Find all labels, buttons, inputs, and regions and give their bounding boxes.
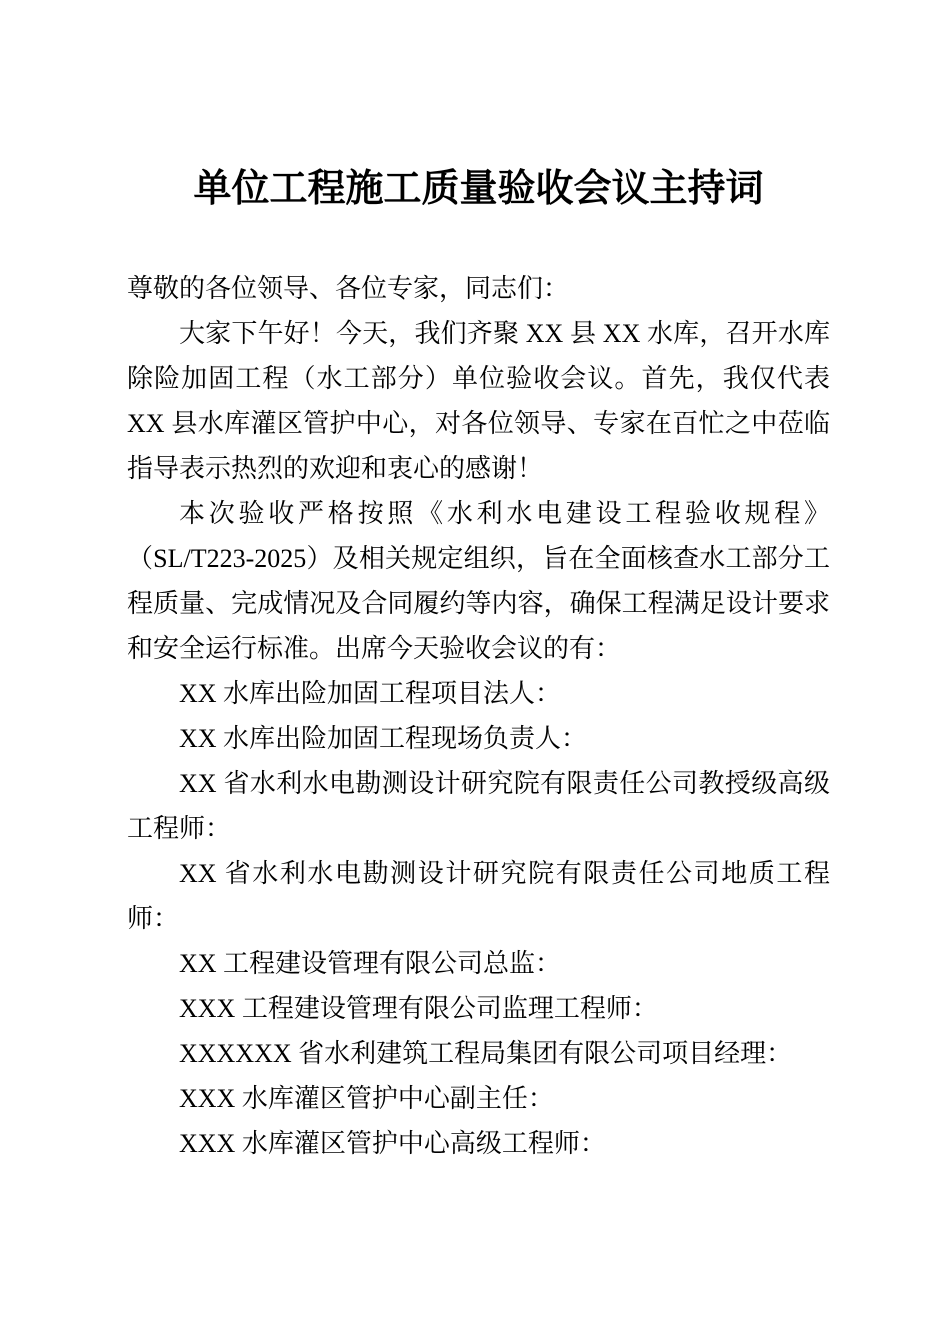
paragraph: 尊敬的各位领导、各位专家，同志们： [127,274,570,303]
paragraph: XX 水库出险加固工程现场负责人： [179,724,588,753]
paragraph: XXXXXX 省水利建筑工程局集团有限公司项目经理： [179,1039,793,1068]
document-body [127,266,830,1166]
paragraph: XXX 工程建设管理有限公司监理工程师： [179,994,658,1023]
paragraph: XXX 水库灌区管护中心高级工程师： [179,1129,606,1158]
paragraph: XX 工程建设管理有限公司总监： [179,949,562,978]
paragraph: XX 省水利水电勘测设计研究院有限责任公司地质工程师： [127,859,830,933]
paragraph: XX 省水利水电勘测设计研究院有限责任公司教授级高级工程师： [127,769,830,843]
document-title: 单位工程施工质量验收会议主持词 [193,168,764,210]
paragraph: 大家下午好！今天，我们齐聚 XX 县 XX 水库，召开水库除险加固工程（水工部分）单位验收会议。首先，我仅代表 XX 县水库灌区管护中心，对各位领导、专家在百忙之中莅临指导表示热烈的欢迎和衷心的感谢！ [127,319,830,483]
paragraph: 本次验收严格按照《水利水电建设工程验收规程》（SL/T223-2025）及相关规定组织，旨在全面核查水工部分工程质量、完成情况及合同履约等内容，确保工程满足设计要求和安全运行标准。出席今天验收会议的有： [127,499,830,663]
paragraph: XXX 水库灌区管护中心副主任： [179,1084,554,1113]
paragraph: XX 水库出险加固工程项目法人： [179,679,562,708]
